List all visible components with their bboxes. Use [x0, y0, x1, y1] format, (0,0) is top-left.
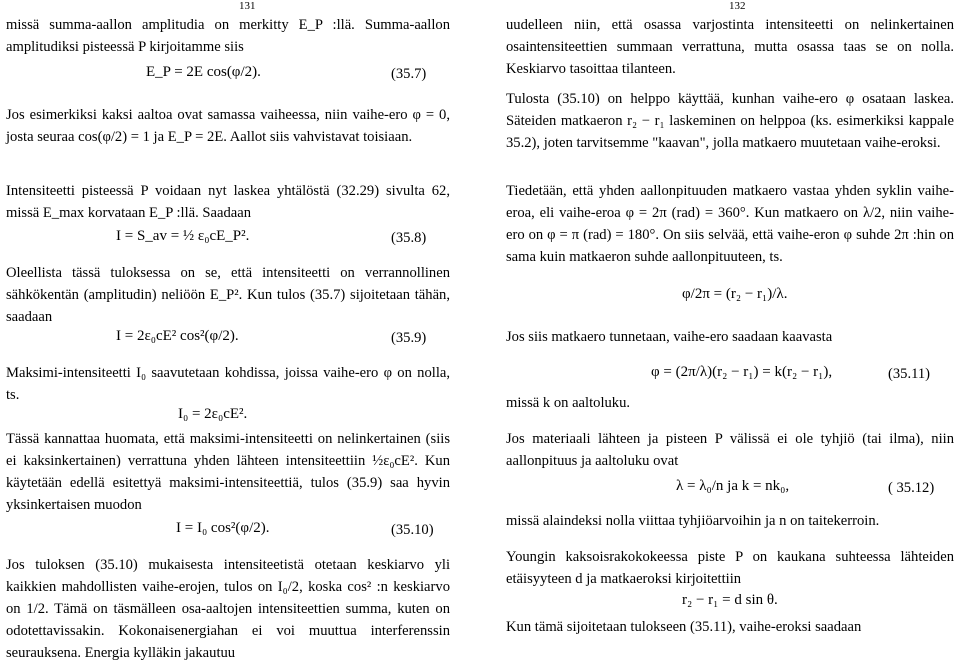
equation-35-8: I = S_av = ½ ε₀cE_P². — [116, 228, 250, 244]
paragraph-3: Intensiteetti pisteessä P voidaan nyt laskea yhtälöstä (32.29) sivulta 62, missä E_max korvataan E_P :llä. Saadaan — [6, 183, 450, 221]
paragraph-7: missä alaindeksi nolla viittaa tyhjiöarvoihin ja n on taitekerroin. — [506, 513, 880, 529]
page-number-left: 131 — [239, 0, 256, 12]
equation-number-35-10: (35.10) — [391, 522, 434, 538]
equation-35-7: E_P = 2E cos(φ/2). — [146, 64, 261, 80]
paragraph-4: Jos siis matkaero tunnetaan, vaihe-ero saadaan kaavasta — [506, 329, 833, 345]
equation-I0: I₀ = 2ε₀cE². — [178, 406, 248, 422]
paragraph-1: missä summa-aallon amplitudia on merkitty E_P :llä. Summa-aallon amplitudiksi pisteessä P kirjoitamme siis — [6, 17, 450, 55]
paragraph-7: Jos tuloksen (35.10) mukaisesta intensiteetistä otetaan keskiarvo yli kaikkien mahdollisten vaihe-erojen, tulos on I₀/2, koska cos² :n keskiarvo on 1/2. Tämä on täsmälleen osa-aaltojen intensiteettien summa, kuten on odotettavissakin. Kokonaisenergiahan ei voi muuttua interferenssin seurauksena. Energia kylläkin jakautuu — [6, 557, 450, 661]
equation-number-35-7: (35.7) — [391, 66, 427, 82]
right-page — [506, 0, 954, 648]
paragraph-3: Tiedetään, että yhden aallonpituuden matkaero vastaa yhden syklin vaihe-eroa, eli vaihe-eroa φ = 2π (rad) = 360°. Kun matkaero on λ/2, niin vaihe-ero on φ = π (rad) = 180°. On siis selvää, että vaihe-eron φ suhde 2π :hin on sama kuin matkaeron suhde aallonpituuteen, ts. — [506, 183, 954, 265]
paragraph-5: Maksimi-intensiteetti I₀ saavutetaan kohdissa, joissa vaihe-ero φ on nolla, ts. — [6, 365, 450, 403]
paragraph-2: Tulosta (35.10) on helppo käyttää, kunhan vaihe-ero φ osataan laskea. Säteiden matkaeron r₂ − r₁ laskeminen on helppoa (ks. esimerkiksi kappale 35.2), joten tarvitsemme "kaavan", jolla matkaero muutetaan vaihe-eroksi. — [506, 91, 954, 151]
equation-number-35-9: (35.9) — [391, 330, 427, 346]
equation-number-35-11: (35.11) — [888, 366, 931, 382]
paragraph-1: uudelleen niin, että osassa varjostinta intensiteetti on nelinkertainen osaintensiteettien summaan verrattuna, mutta osassa taas se on nolla. Keskiarvo tasoittaa tilanteen. — [506, 17, 954, 77]
paragraph-5: missä k on aaltoluku. — [506, 395, 631, 411]
equation-number-35-8: (35.8) — [391, 230, 427, 246]
paragraph-9: Kun tämä sijoitetaan tulokseen (35.11), vaihe-eroksi saadaan — [506, 619, 862, 635]
equation-ratio: φ/2π = (r₂ − r₁)/λ. — [682, 286, 788, 302]
paragraph-6: Tässä kannattaa huomata, että maksimi-intensiteetti on nelinkertainen (siis ei kaksinkertainen) verrattuna yhden lähteen intensiteettiin ½ε₀cE². Kun käytetään edellä esitettyä maksimi-intensiteettiä, tulos (35.9) saa hyvin yksinkertaisen muodon — [6, 431, 450, 513]
paragraph-2: Jos esimerkiksi kaksi aaltoa ovat samassa vaiheessa, niin vaihe-ero φ = 0, josta seuraa cos(φ/2) = 1 ja E_P = 2E. Aallot siis vahvistavat toisiaan. — [6, 107, 450, 145]
paragraph-8: Youngin kaksoisrakokokeessa piste P on kaukana suhteessa lähteiden etäisyyteen d ja matkaeroksi kirjoitettiin — [506, 549, 954, 587]
equation-path-difference: r₂ − r₁ = d sin θ. — [682, 592, 778, 608]
equation-35-11: φ = (2π/λ)(r₂ − r₁) = k(r₂ − r₁), — [651, 364, 833, 380]
page-number-right: 132 — [729, 0, 746, 12]
paragraph-6: Jos materiaali lähteen ja pisteen P välissä ei ole tyhjiö (tai ilma), niin aallonpituus ja aaltoluku ovat — [506, 431, 954, 469]
equation-number-35-12: ( 35.12) — [888, 480, 935, 496]
equation-35-9: I = 2ε₀cE² cos²(φ/2). — [116, 328, 239, 344]
left-page — [6, 0, 458, 661]
equation-35-12: λ = λ₀/n ja k = nk₀, — [676, 478, 790, 494]
paragraph-4: Oleellista tässä tuloksessa on se, että intensiteetti on verrannollinen sähkökentän (amplitudin) neliöön E_P². Kun tulos (35.7) sijoitetaan tähän, saadaan — [6, 265, 450, 325]
equation-35-10: I = I₀ cos²(φ/2). — [176, 520, 270, 536]
